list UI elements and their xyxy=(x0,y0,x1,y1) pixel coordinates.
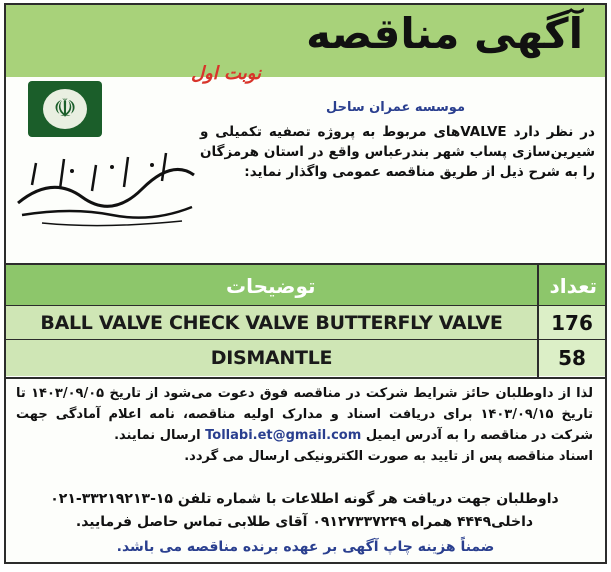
instructions-line xyxy=(16,383,593,446)
notice-title: آگهی مناقصه xyxy=(306,9,583,58)
tender-notice xyxy=(4,3,607,564)
contact-info xyxy=(16,488,593,534)
table-row xyxy=(6,339,605,376)
cost-disclaimer: ضمناً هزینه چاپ آگهی بر عهده برنده مناقصه می باشد. xyxy=(116,539,495,555)
email-link[interactable]: Tollabi.et@gmail.com xyxy=(205,428,362,443)
intro-paragraph: در نظر دارد VALVEهای مربوط به پروژه تصفیه تکمیلی و شیرین‌سازی پساب شهر بندرعباس واقع در استان هرمزگان را به شرح ذیل از طریق مناقصه عمومی واگذار نماید: xyxy=(200,124,595,180)
row-description: BALL VALVE CHECK VALVE BUTTERFLY VALVE xyxy=(6,306,537,340)
table-row xyxy=(6,305,605,340)
table-header xyxy=(6,265,605,305)
row-count: 58 xyxy=(539,340,605,376)
instructions xyxy=(16,383,593,467)
khatam-calligraphy-logo xyxy=(12,145,200,229)
row-count: 176 xyxy=(539,306,605,340)
calligraphy-logo-svg xyxy=(12,145,200,229)
emblem-seal xyxy=(43,89,87,129)
instructions-text-end: ارسال نمایند. xyxy=(114,428,201,443)
org-name: موسسه عمران ساحل xyxy=(325,100,465,115)
column-divider xyxy=(537,265,539,377)
header-count: تعداد xyxy=(549,274,597,298)
items-table xyxy=(6,263,605,379)
contact-phone-line: داوطلبان جهت دریافت هر گونه اطلاعات با شماره تلفن ۱۵-۳۳۲۱۹۲۱۳-۰۲۱ xyxy=(50,491,559,507)
instructions-text: لذا از داوطلبان حائز شرایط شرکت در مناقصه فوق دعوت می‌شود از تاریخ ۱۴۰۳/۰۹/۰۵ تا تاریخ ۱۴۰۳/۰۹/۱۵ برای دریافت اسناد و مدارک اولیه مناقصه، نامه اعلام آمادگی جهت شرکت در مناقصه را به آدرس ایمیل xyxy=(16,386,593,443)
documents-note: اسناد مناقصه پس از تایید به صورت الکترونیکی ارسال می گردد. xyxy=(184,449,593,464)
contact-mobile-line: داخلی۴۴۴۹ همراه ۰۹۱۲۷۳۳۷۲۴۹ آقای طلابی تماس حاصل فرمایید. xyxy=(75,514,534,530)
row-description: DISMANTLE xyxy=(6,340,537,376)
header-description: توضیحات xyxy=(226,274,316,298)
seal-glyph-icon: ☫ xyxy=(53,94,77,124)
round-label: نوبت اول xyxy=(191,63,262,84)
iran-emblem-icon xyxy=(28,81,102,137)
